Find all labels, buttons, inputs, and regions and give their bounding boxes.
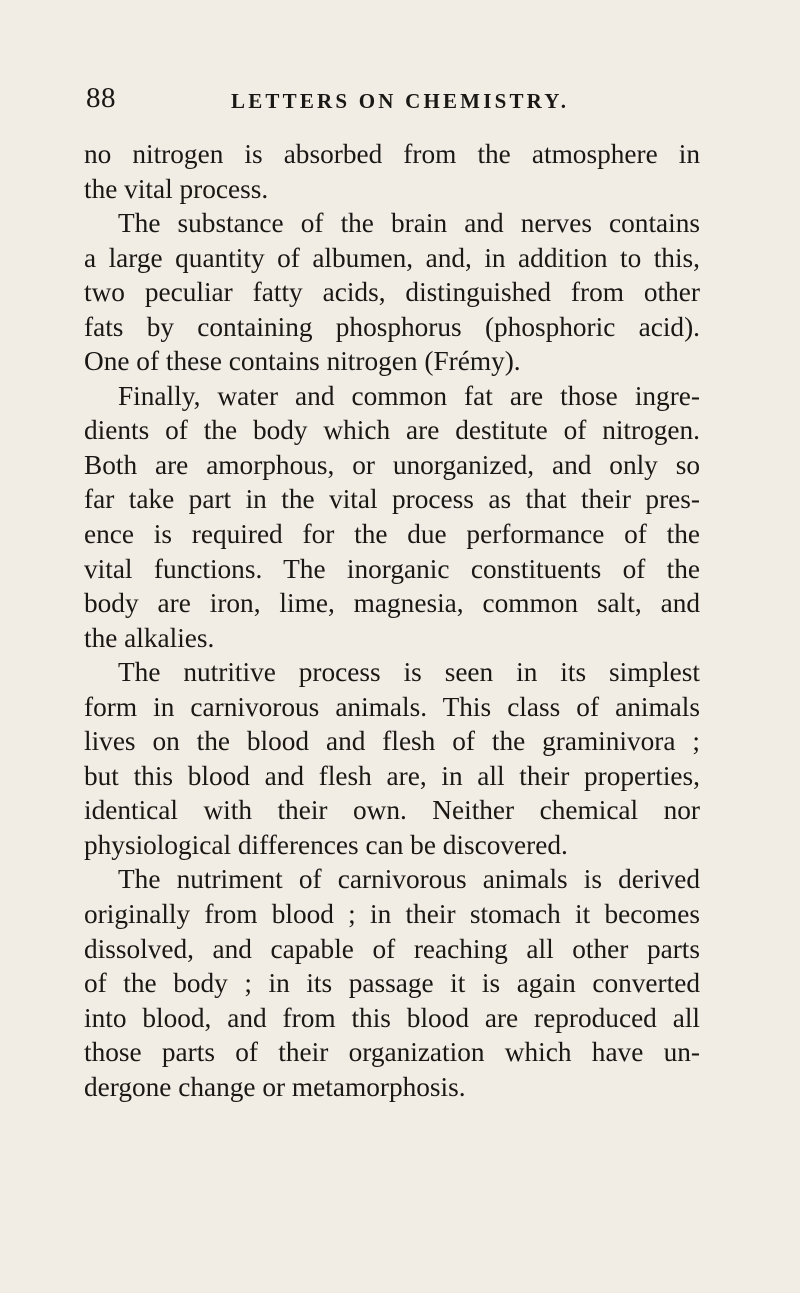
text-line: physiological differences can be discovered. bbox=[84, 829, 568, 860]
text-line: of the body ; in its passage it is again converted bbox=[84, 968, 700, 999]
text-line: a large quantity of albumen, and, in addition to this, bbox=[84, 242, 700, 273]
text-line: dients of the body which are destitute of nitrogen. bbox=[84, 415, 700, 446]
running-head bbox=[86, 82, 692, 122]
text-line: into blood, and from this blood are reproduced all bbox=[84, 1002, 700, 1033]
body-text bbox=[84, 137, 700, 1104]
text-line: dergone change or metamorphosis. bbox=[84, 1071, 466, 1102]
text-line: The nutritive process is seen in its simplest bbox=[118, 657, 700, 688]
text-line: the alkalies. bbox=[84, 622, 215, 653]
text-line: Finally, water and common fat are those ingre- bbox=[118, 380, 700, 411]
text-line: two peculiar fatty acids, distinguished from other bbox=[84, 277, 700, 308]
text-line: ence is required for the due performance of the bbox=[84, 519, 700, 550]
text-line: form in carnivorous animals. This class of animals bbox=[84, 691, 700, 722]
text-line: those parts of their organization which have un- bbox=[84, 1037, 700, 1068]
text-line: fats by containing phosphorus (phosphoric acid). bbox=[84, 311, 700, 342]
text-line: body are iron, lime, magnesia, common salt, and bbox=[84, 588, 700, 619]
text-line: One of these contains nitrogen (Frémy). bbox=[84, 346, 521, 377]
text-line: no nitrogen is absorbed from the atmosphere in bbox=[84, 139, 700, 169]
page-number: 88 bbox=[86, 82, 116, 114]
text-line: dissolved, and capable of reaching all other parts bbox=[84, 933, 700, 964]
text-line: lives on the blood and flesh of the graminivora ; bbox=[84, 726, 700, 757]
text-line: The nutriment of carnivorous animals is derived bbox=[118, 864, 700, 895]
text-line: but this blood and flesh are, in all their properties, bbox=[84, 760, 700, 791]
running-title: LETTERS ON CHEMISTRY. bbox=[231, 89, 570, 113]
text-line: Both are amorphous, or unorganized, and only so bbox=[84, 449, 700, 480]
text-line: the vital process. bbox=[84, 173, 269, 204]
text-line: vital functions. The inorganic constituents of the bbox=[84, 553, 700, 584]
text-line: The substance of the brain and nerves contains bbox=[118, 208, 700, 239]
text-line: originally from blood ; in their stomach it becomes bbox=[84, 899, 700, 930]
text-line: far take part in the vital process as that their pres- bbox=[84, 484, 700, 515]
text-line: identical with their own. Neither chemical nor bbox=[84, 795, 700, 826]
